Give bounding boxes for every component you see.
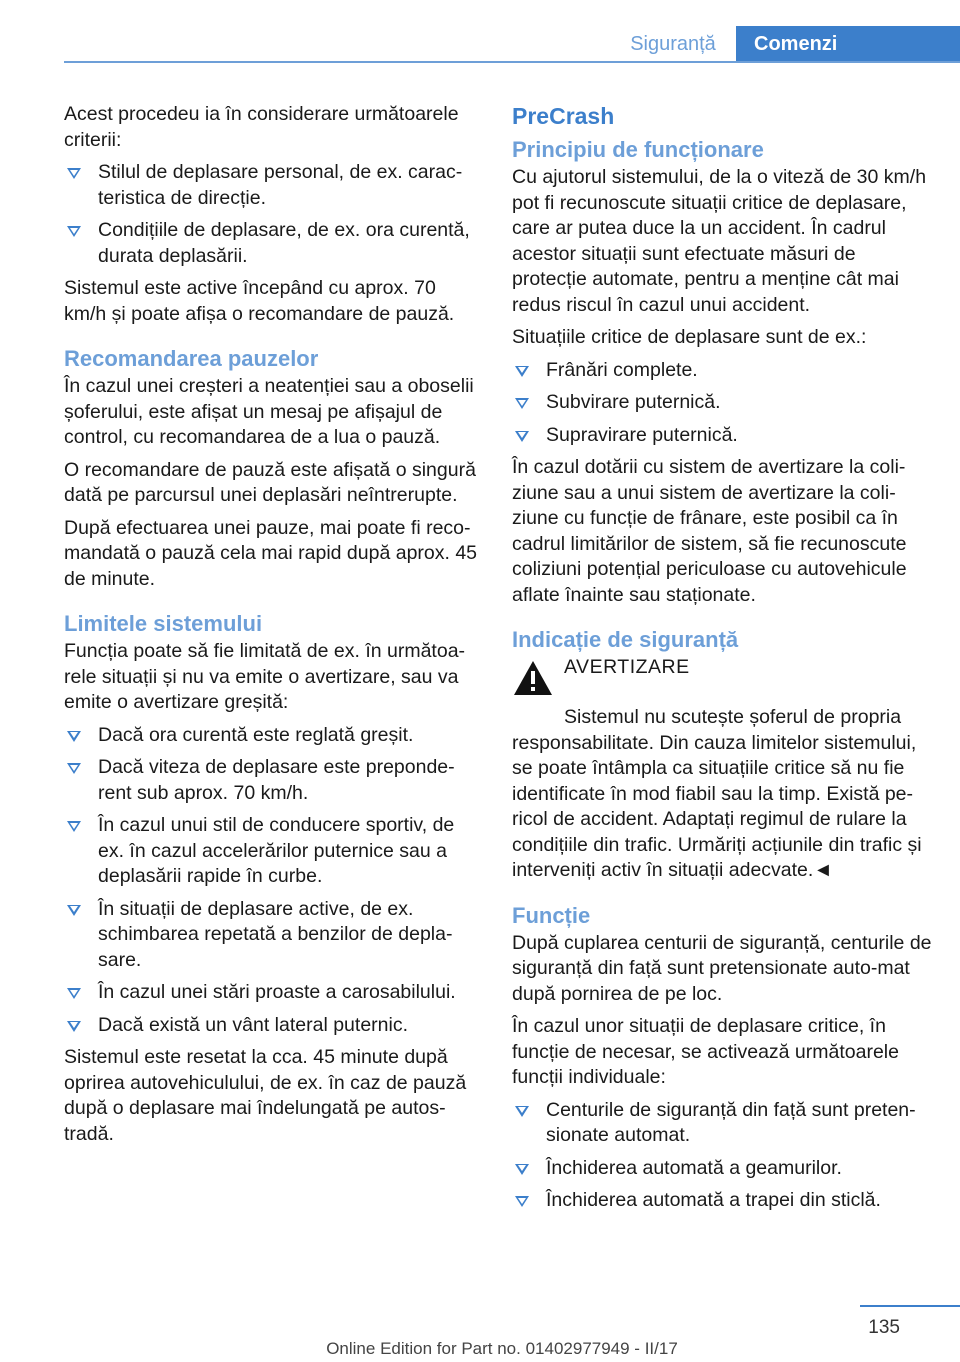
footer-rule bbox=[860, 1305, 960, 1307]
bullet-triangle-icon bbox=[515, 366, 529, 377]
warning-triangle-icon bbox=[512, 659, 554, 697]
list-item: Dacă viteza de deplasare este preponde-rent sub aprox. 70 km/h. bbox=[64, 755, 482, 806]
header-tab-current: Comenzi bbox=[736, 26, 960, 62]
bullet-triangle-icon bbox=[67, 821, 81, 832]
bullet-triangle-icon bbox=[67, 905, 81, 916]
list-item: Supravirare puternică. bbox=[512, 423, 932, 449]
list-item: Centurile de siguranță din față sunt preten-sionate automat. bbox=[512, 1098, 932, 1149]
warning-box bbox=[512, 655, 932, 705]
warning-text: Sistemul nu scutește șoferul de propria responsabilitate. Din cauza limitelor sistemului, se poate întâmpla ca situațiile critice să nu fie identificate în mod fiabil sau la timp. Există pe-ricol de accident. Adaptați regimul de rulare la condițiile din trafic. Urmăriți acțiunile din trafic și interveniți activ în situații adecvate.◄ bbox=[512, 706, 922, 881]
page-title: PreCrash bbox=[512, 103, 615, 129]
bullet-triangle-icon bbox=[515, 431, 529, 442]
section-heading-function: Funcție bbox=[512, 902, 591, 928]
paragraph: După efectuarea unei pauze, mai poate fi reco-mandată o pauză cela mai rapid după aprox. 45 de minute. bbox=[64, 516, 478, 590]
paragraph: În cazul unei creșteri a neatenției sau a oboselii șoferului, este afișat un mesaj pe afișajul de control, cu recomandarea de a lua o pauză. bbox=[64, 375, 474, 448]
bullet-triangle-icon bbox=[67, 226, 81, 237]
list-item: Subvirare puternică. bbox=[512, 390, 932, 416]
paragraph: În cazul unor situații de deplasare critice, în funcție de necesar, se activează următoarele funcții individuale: bbox=[512, 1015, 899, 1088]
list-item: În cazul unei stări proaste a carosabilului. bbox=[64, 980, 482, 1006]
bullet-triangle-icon bbox=[67, 731, 81, 742]
list-item: Dacă există un vânt lateral puternic. bbox=[64, 1013, 482, 1039]
list-item: Închiderea automată a trapei din sticlă. bbox=[512, 1188, 932, 1214]
list-item: Închiderea automată a geamurilor. bbox=[512, 1156, 932, 1182]
page-number: 135 bbox=[868, 1317, 900, 1338]
header-rule bbox=[64, 61, 960, 63]
paragraph: După cuplarea centurii de siguranță, centurile de siguranță din față sunt pretensionate auto-mat după pornirea de pe loc. bbox=[512, 931, 932, 1005]
bullet-triangle-icon bbox=[67, 1021, 81, 1032]
section-heading-break-recommendation: Recomandarea pauzelor bbox=[64, 346, 319, 371]
list-item: În cazul unui stil de conducere sportiv, de ex. în cazul accelerărilor puternice sau a deplasării rapide în curbe. bbox=[64, 813, 482, 890]
section-heading-system-limits: Limitele sistemului bbox=[64, 611, 263, 636]
list-item: Stilul de deplasare personal, de ex. carac-teristica de direcție. bbox=[64, 160, 482, 211]
list-item: Frânări complete. bbox=[512, 358, 932, 384]
active-text: Sistemul este active începând cu aprox. 70 km/h și poate afișa o recomandare de pauză. bbox=[64, 277, 455, 325]
right-column bbox=[512, 102, 932, 1221]
paragraph: În cazul dotării cu sistem de avertizare la coli-ziune sau a unui sistem de avertizare la coli-ziune cu funcție de frânare, este posibil ca în cadrul limitărilor de sistem, să fie recunoscute coliziuni potențial periculoase cu autovehicule aflate înainte sau staționate. bbox=[512, 456, 907, 606]
bullet-triangle-icon bbox=[67, 168, 81, 179]
section-heading-safety: Indicație de siguranță bbox=[512, 627, 739, 652]
bullet-triangle-icon bbox=[515, 398, 529, 409]
bullet-triangle-icon bbox=[515, 1164, 529, 1175]
header-tab-section: Siguranță bbox=[630, 33, 716, 55]
criteria-list bbox=[64, 160, 482, 269]
bullet-triangle-icon bbox=[67, 763, 81, 774]
paragraph: Situațiile critice de deplasare sunt de ex.: bbox=[512, 326, 867, 348]
reset-text: Sistemul este resetat la cca. 45 minute după oprirea autovehiculului, de ex. în caz de pauză după o deplasare mai îndelungată pe autos-tradă. bbox=[64, 1046, 467, 1145]
critical-list bbox=[512, 358, 932, 449]
list-item: Dacă ora curentă este reglată greșit. bbox=[64, 723, 482, 749]
list-item: În situații de deplasare active, de ex. schimbarea repetată a benzilor de depla-sare. bbox=[64, 897, 482, 974]
list-item: Condițiile de deplasare, de ex. ora curentă, durata deplasării. bbox=[64, 218, 482, 269]
intro-text: Acest procedeu ia în considerare următoarele criterii: bbox=[64, 103, 459, 151]
bullet-triangle-icon bbox=[515, 1196, 529, 1207]
left-column bbox=[64, 102, 482, 1154]
bullet-triangle-icon bbox=[515, 1106, 529, 1117]
bullet-triangle-icon bbox=[67, 988, 81, 999]
warning-title: AVERTIZARE bbox=[564, 656, 690, 678]
limits-list bbox=[64, 723, 482, 1039]
edition-note: Online Edition for Part no. 01402977949 - II/17 bbox=[326, 1339, 678, 1358]
paragraph: Funcția poate să fie limitată de ex. în următoa-rele situații și nu va emite o avertizare, sau va emite o avertizare greșită: bbox=[64, 640, 466, 713]
paragraph: O recomandare de pauză este afișată o singură dată pe parcursul unei deplasări neîntrerupte. bbox=[64, 458, 476, 506]
paragraph: Cu ajutorul sistemului, de la o viteză de 30 km/h pot fi recunoscute situații critice de deplasare, care ar putea duce la un accident. În cadrul acestor situații sunt efectuate măsuri de protecție automate, pentru a menține cât mai redus riscul în cazul unui accident. bbox=[512, 166, 927, 316]
functions-list bbox=[512, 1098, 932, 1214]
section-heading-principle: Principiu de funcționare bbox=[512, 137, 764, 162]
